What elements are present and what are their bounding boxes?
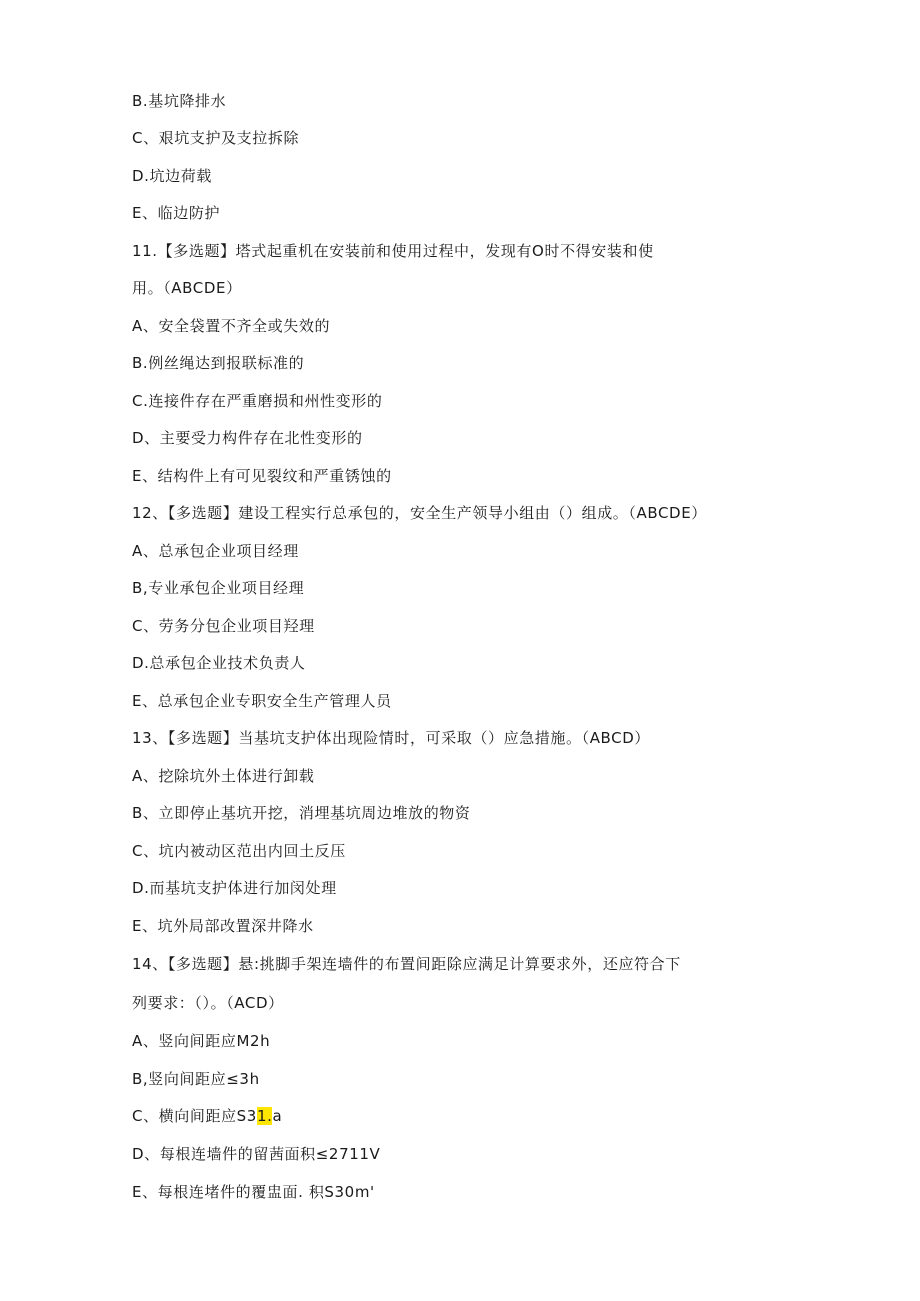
question-14-text: 14、【多选题】悬:挑脚手架连墙件的布置间距除应满足计算要求外，还应符合下 — [132, 955, 681, 973]
question-13-text: 13、【多选题】当基坑支护体出现险情时，可采取（）应急措施。（ABCD） — [132, 729, 651, 747]
q11-option-b: B.例丝绳达到报联标准的 — [132, 354, 305, 372]
q13-option-a: A、挖除坑外土体进行卸载 — [132, 767, 315, 785]
question-12-text: 12、【多选题】建设工程实行总承包的，安全生产领导小组由（）组成。（ABCDE） — [132, 504, 707, 522]
highlighted-text: 1. — [256, 1107, 273, 1125]
option-b-line: B.基坑降排水 — [132, 92, 227, 110]
q13-option-d: D.而基坑支护体进行加闵处理 — [132, 879, 337, 897]
question-14-answer: 列要求：（）。（ACD） — [132, 994, 284, 1012]
option-d-line: D.坑边荷载 — [132, 167, 212, 185]
q11-option-a: A、安全袋置不齐全或失效的 — [132, 317, 331, 335]
q11-option-c: C.连接件存在严重磨损和州性变形的 — [132, 392, 383, 410]
option-c-line: C、艰坑支护及支拉拆除 — [132, 129, 300, 147]
q13-option-b: B、立即停止基坑开挖，消埋基坑周边堆放的物资 — [132, 804, 471, 822]
option-e-line: E、临边防护 — [132, 204, 221, 222]
q11-option-e: E、结构件上有可见裂纹和严重锈蚀的 — [132, 467, 392, 485]
q12-option-a: A、总承包企业项目经理 — [132, 542, 299, 560]
q12-option-b: B,专业承包企业项目经理 — [132, 579, 305, 597]
q12-option-e: E、总承包企业专职安全生产管理人员 — [132, 692, 392, 710]
q11-option-d: D、主要受力构件存在北性变形的 — [132, 429, 363, 447]
q14-option-b: B,竖向间距应≤3h — [132, 1070, 260, 1088]
q14-option-c-prefix: C、横向间距应S3 — [132, 1107, 257, 1125]
q13-option-c: C、坑内被动区范出内回土反压 — [132, 842, 346, 860]
q14-option-d: D、每根连墙件的留茜面积≤2711V — [132, 1145, 381, 1163]
question-11-text: 11.【多选题】塔式起重机在安装前和使用过程中，发现有O时不得安装和使 — [132, 242, 654, 260]
q14-option-e: E、每根连堵件的覆盅面. 积S30m' — [132, 1183, 375, 1201]
q12-option-d: D.总承包企业技术负责人 — [132, 654, 306, 672]
q14-option-c — [132, 1106, 282, 1126]
q14-option-c-suffix: a — [272, 1107, 283, 1125]
question-11-answer: 用。（ABCDE） — [132, 279, 242, 297]
q14-option-a: A、竖向间距应M2h — [132, 1032, 271, 1050]
q12-option-c: C、劳务分包企业项目羟理 — [132, 617, 315, 635]
q13-option-e: E、坑外局部改置深井降水 — [132, 917, 314, 935]
